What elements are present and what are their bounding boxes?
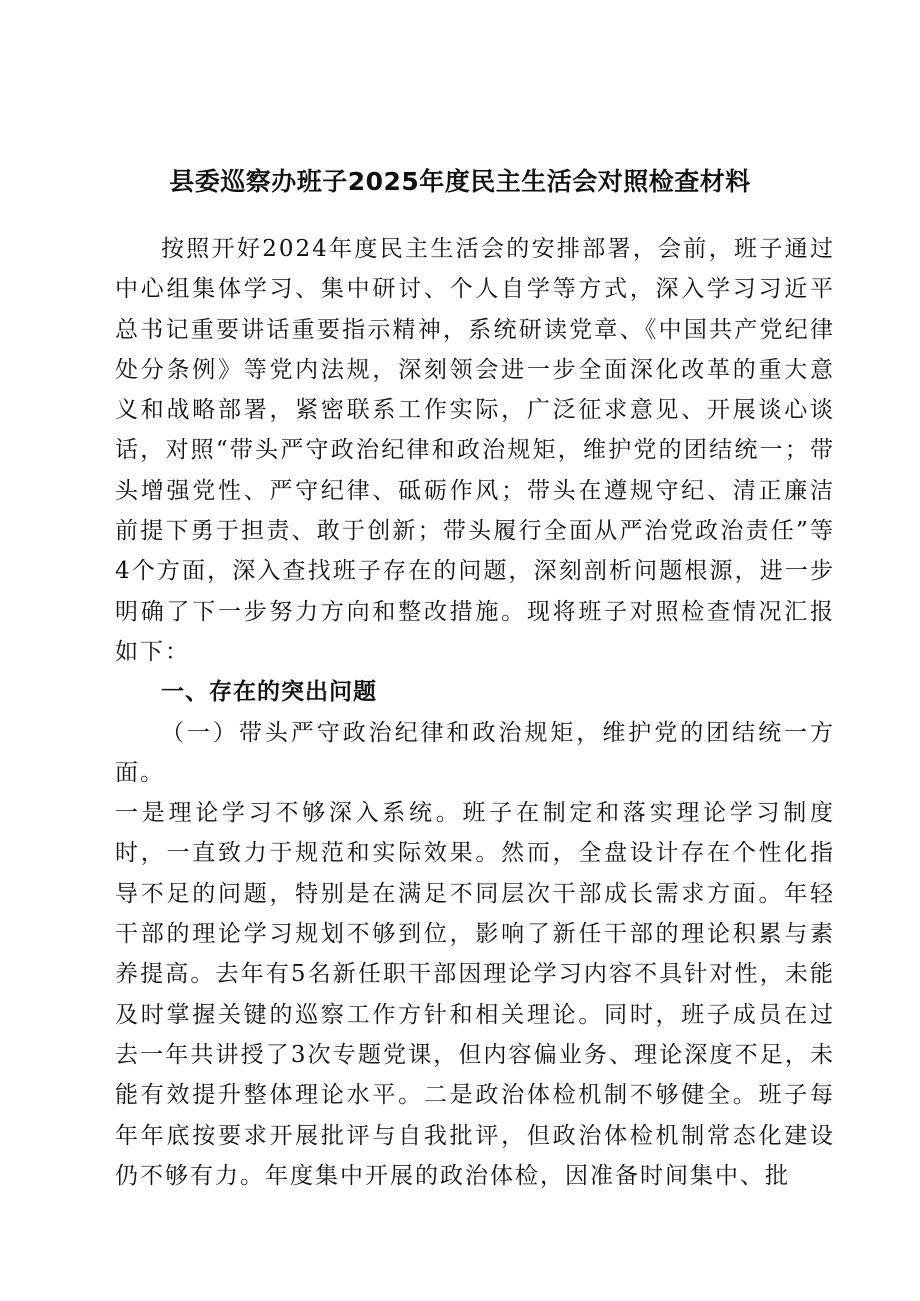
document-body xyxy=(115,229,835,1196)
intro-paragraph: 按照开好2024年度民主生活会的安排部署，会前，班子通过中心组集体学习、集中研讨、个人自学等方式，深入学习习近平总书记重要讲话重要指示精神，系统研读党章、《中国共产党纪律处分条例》等党内法规，深刻领会进一步全面深化改革的重大意义和战略部署，紧密联系工作实际，广泛征求意见、开展谈心谈话，对照“带头严守政治纪律和政治规矩，维护党的团结统一；带头增强党性、严守纪律、砥砺作风；带头在遵规守纪、清正廉洁前提下勇于担责、敢于创新；带头履行全面从严治党政治责任”等4个方面，深入查找班子存在的问题，深刻剖析问题根源，进一步明确了下一步努力方向和整改措施。现将班子对照检查情况汇报如下： xyxy=(115,236,835,665)
document-title: 县委巡察办班子2025年度民主生活会对照检查材料 xyxy=(169,167,751,196)
subsection-body-paragraph: 一是理论学习不够深入系统。班子在制定和落实理论学习制度时，一直致力于规范和实际效果。然而，全盘设计存在个性化指导不足的问题，特别是在满足不同层次干部成长需求方面。年轻干部的理论学习规划不够到位，影响了新任干部的理论积累与素养提高。去年有5名新任职干部因理论学习内容不具针对性，未能及时掌握关键的巡察工作方针和相关理论。同时，班子成员在过去一年共讲授了3次专题党课，但内容偏业务、理论深度不足，未能有效提升整体理论水平。二是政治体检机制不够健全。班子每年年底按要求开展批评与自我批评，但政治体检机制常态化建设仍不够有力。年度集中开展的政治体检，因准备时间集中、批 xyxy=(115,800,835,1189)
subsection-heading-political-discipline: （一）带头严守政治纪律和政治规矩，维护党的团结统一方面。 xyxy=(115,719,835,786)
section-heading-problems: 一、存在的突出问题 xyxy=(161,679,377,706)
